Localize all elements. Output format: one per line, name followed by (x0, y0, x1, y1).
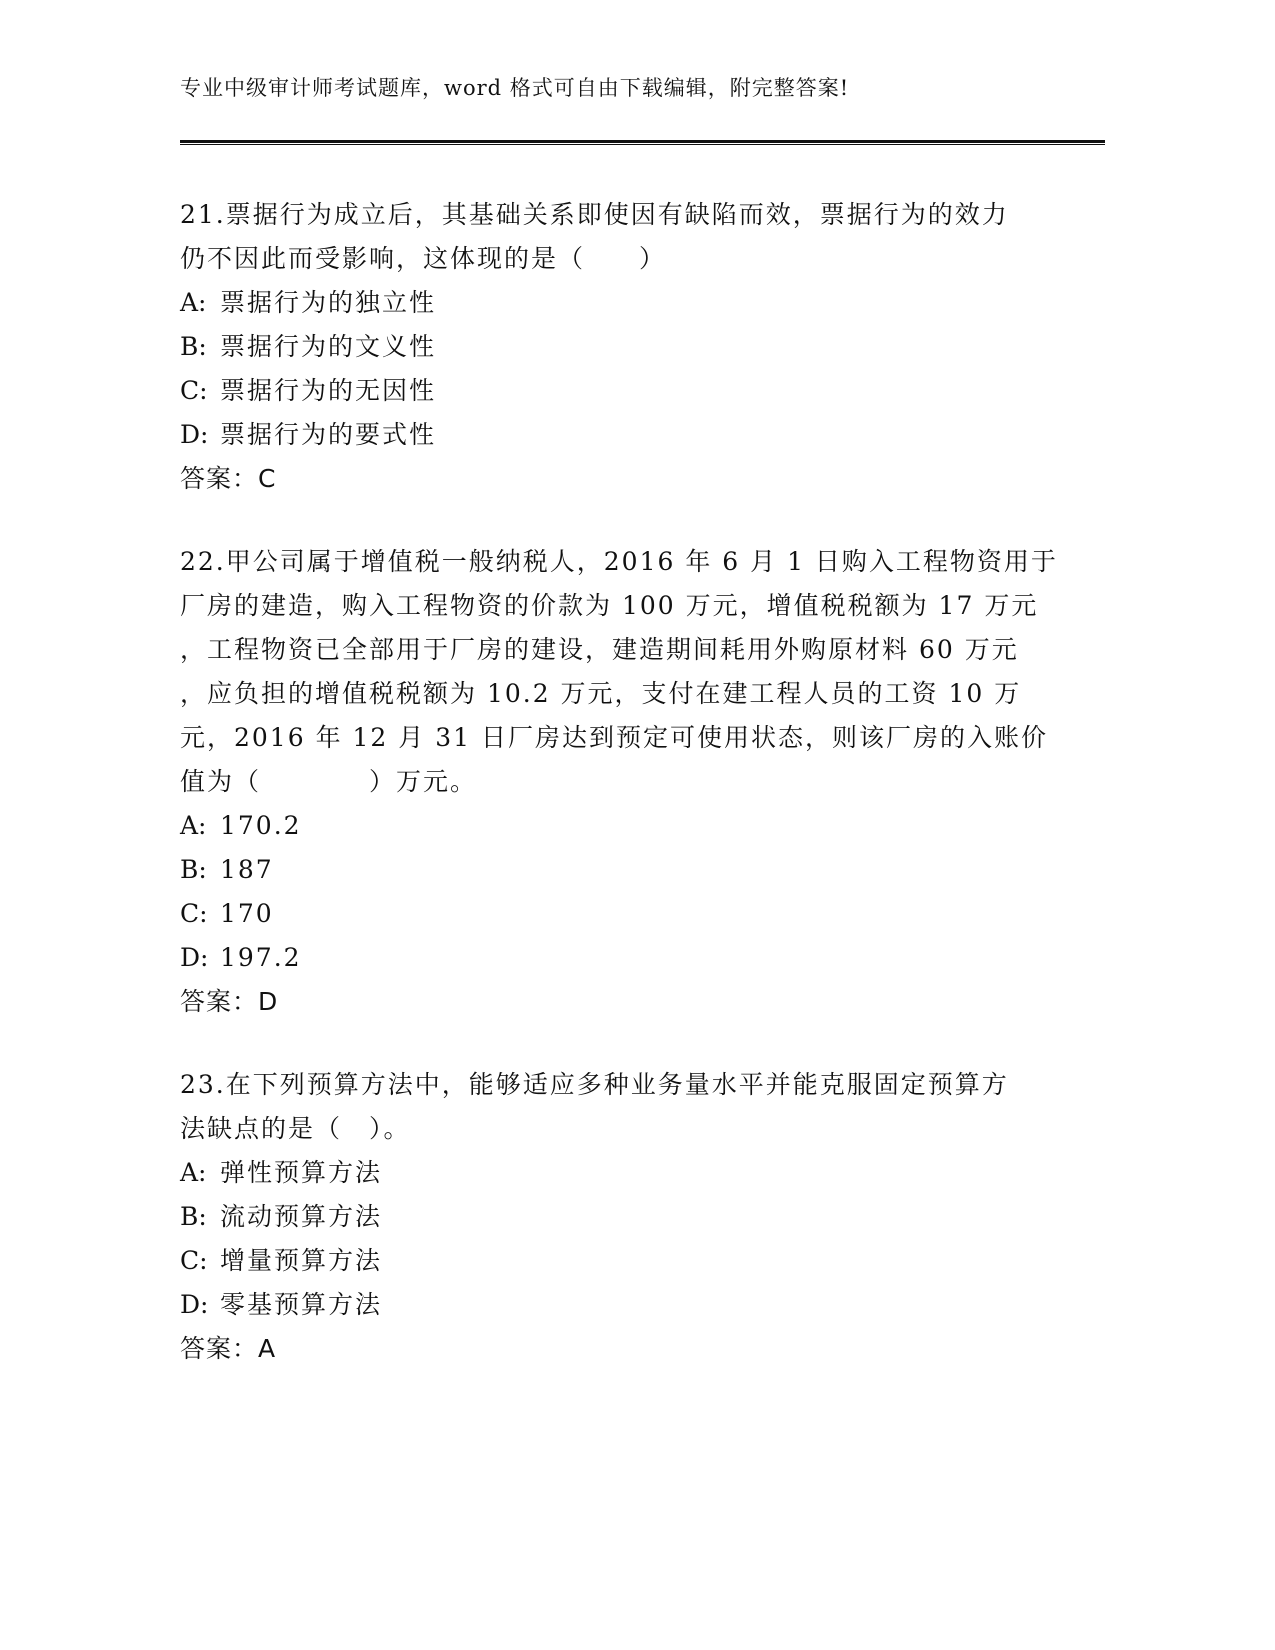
question-stem (180, 1063, 1040, 1151)
option-key: C: (180, 899, 208, 928)
option-key: A: (180, 288, 207, 317)
option-text: 零基预算方法 (220, 1290, 383, 1319)
option-d (180, 1283, 1040, 1327)
question-22 (180, 540, 1058, 1024)
option-b (180, 325, 1040, 369)
answer-line: 答案：A (180, 1334, 277, 1363)
option-text: 流动预算方法 (220, 1202, 383, 1231)
question-21 (180, 193, 1040, 501)
option-text: 170 (220, 899, 274, 928)
stem-line: 厂房的建造，购入工程物资的价款为 100 万元，增值税税额为 17 万元 (180, 591, 1039, 620)
option-text: 票据行为的要式性 (220, 420, 437, 449)
option-c (180, 369, 1040, 413)
option-c (180, 892, 1040, 936)
header-divider (180, 140, 1105, 145)
stem-line: 22.甲公司属于增值税一般纳税人，2016 年 6 月 1 日购入工程物资用于 (180, 547, 1058, 576)
option-b (180, 848, 1040, 892)
option-key: B: (180, 332, 207, 361)
option-text: 弹性预算方法 (220, 1158, 383, 1187)
stem-line: 23.在下列预算方法中，能够适应多种业务量水平并能克服固定预算方 (180, 1070, 1009, 1099)
stem-line: ，工程物资已全部用于厂房的建设，建造期间耗用外购原材料 60 万元 (180, 635, 1019, 664)
header-text: 专业中级审计师考试题库，word 格式可自由下载编辑，附完整答案! (180, 76, 850, 100)
answer-line: 答案：C (180, 464, 277, 493)
option-d (180, 936, 1040, 980)
option-key: D: (180, 943, 209, 972)
option-d (180, 413, 1040, 457)
stem-line: ，应负担的增值税税额为 10.2 万元，支付在建工程人员的工资 10 万 (180, 679, 1022, 708)
option-key: C: (180, 376, 208, 405)
stem-line: 元，2016 年 12 月 31 日厂房达到预定可使用状态，则该厂房的入账价 (180, 723, 1048, 752)
stem-line: 法缺点的是（ ）。 (180, 1114, 411, 1143)
option-text: 187 (220, 855, 274, 884)
option-text: 增量预算方法 (220, 1246, 383, 1275)
question-stem (180, 193, 1040, 281)
option-a (180, 281, 1040, 325)
option-a (180, 1151, 1040, 1195)
option-key: D: (180, 1290, 209, 1319)
option-key: B: (180, 855, 207, 884)
option-text: 197.2 (220, 943, 302, 972)
question-stem (180, 540, 1058, 804)
option-text: 票据行为的无因性 (220, 376, 437, 405)
option-a (180, 804, 1040, 848)
option-text: 票据行为的文义性 (220, 332, 437, 361)
stem-line: 21.票据行为成立后，其基础关系即使因有缺陷而效，票据行为的效力 (180, 200, 1009, 229)
stem-line: 值为（ ）万元。 (180, 767, 478, 796)
option-key: B: (180, 1202, 207, 1231)
option-key: A: (180, 811, 207, 840)
option-text: 票据行为的独立性 (220, 288, 437, 317)
option-text: 170.2 (220, 811, 302, 840)
option-key: C: (180, 1246, 208, 1275)
stem-line: 仍不因此而受影响，这体现的是（ ） (180, 244, 667, 273)
answer-line: 答案：D (180, 987, 279, 1016)
option-key: A: (180, 1158, 207, 1187)
option-c (180, 1239, 1040, 1283)
option-key: D: (180, 420, 209, 449)
option-b (180, 1195, 1040, 1239)
question-23 (180, 1063, 1040, 1371)
